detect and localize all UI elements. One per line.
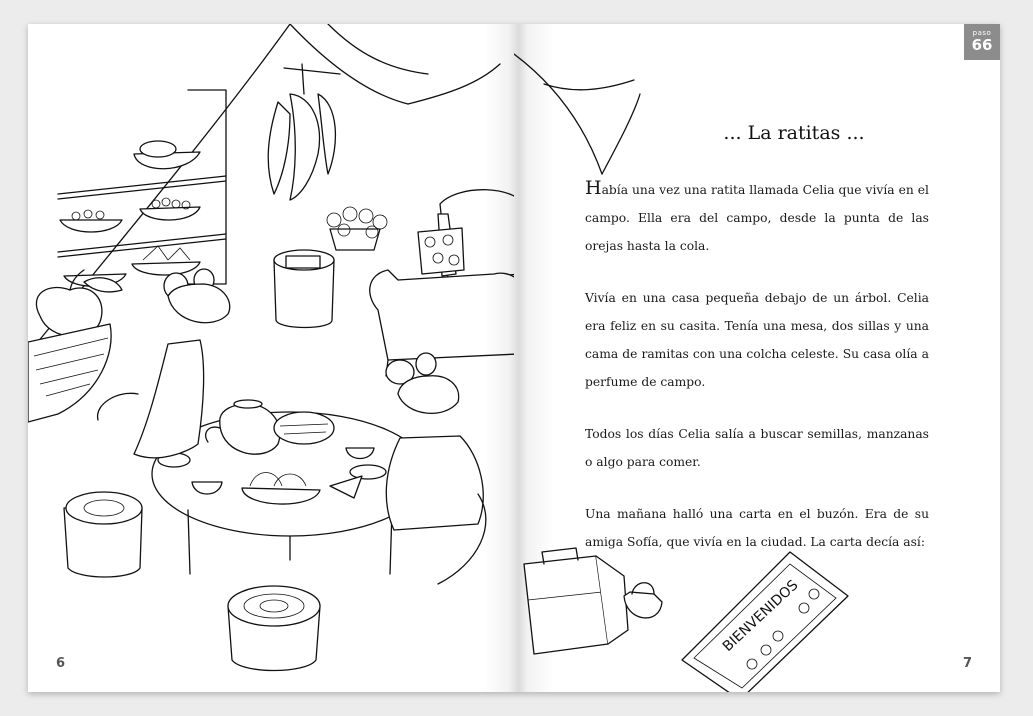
paragraph-1-text: abía una vez una ratita llamada Celia que vivía en el campo. Ella era del campo, desde la punta de las orejas hasta la cola. xyxy=(585,183,929,253)
stump-stool-icon xyxy=(228,586,320,671)
armchair-icon xyxy=(370,190,514,376)
story-paragraph-4: Una mañana halló una carta en el buzón. Era de su amiga Sofía, que vivía en la ciudad. La carta decía así: xyxy=(585,507,929,549)
story-paragraph-1 xyxy=(585,174,929,260)
page-number-left: 6 xyxy=(56,656,66,671)
stump-stool-icon xyxy=(64,492,142,577)
handbag-icon xyxy=(624,583,662,618)
step-badge-label: paso xyxy=(972,29,992,37)
bowl-icon xyxy=(134,141,200,169)
coloring-illustration xyxy=(28,24,514,692)
step-badge-number: 66 xyxy=(971,36,993,54)
doormat-text: BIENVENIDOS xyxy=(719,577,802,655)
story-paragraph-3: Todos los días Celia salía a buscar semillas, manzanas o algo para comer. xyxy=(585,427,929,469)
story-paragraph-2: Vivía en una casa pequeña debajo de un árbol. Celia era feliz en su casita. Tenía una mesa, dos sillas y una cama de ramitas con una colcha celeste. Su casa olía a perfume de campo. xyxy=(585,291,929,389)
lantern-icon xyxy=(268,64,340,200)
story-text xyxy=(585,174,929,580)
step-badge xyxy=(964,24,1000,60)
book-spread xyxy=(28,24,1000,692)
right-page xyxy=(514,24,1000,692)
drop-cap: H xyxy=(585,177,602,199)
flower-pot-icon xyxy=(327,207,387,250)
mouse-friend-icon xyxy=(386,353,486,584)
page-number-right: 7 xyxy=(962,656,972,671)
story-title: ... La ratitas ... xyxy=(723,122,865,144)
left-page xyxy=(28,24,514,692)
